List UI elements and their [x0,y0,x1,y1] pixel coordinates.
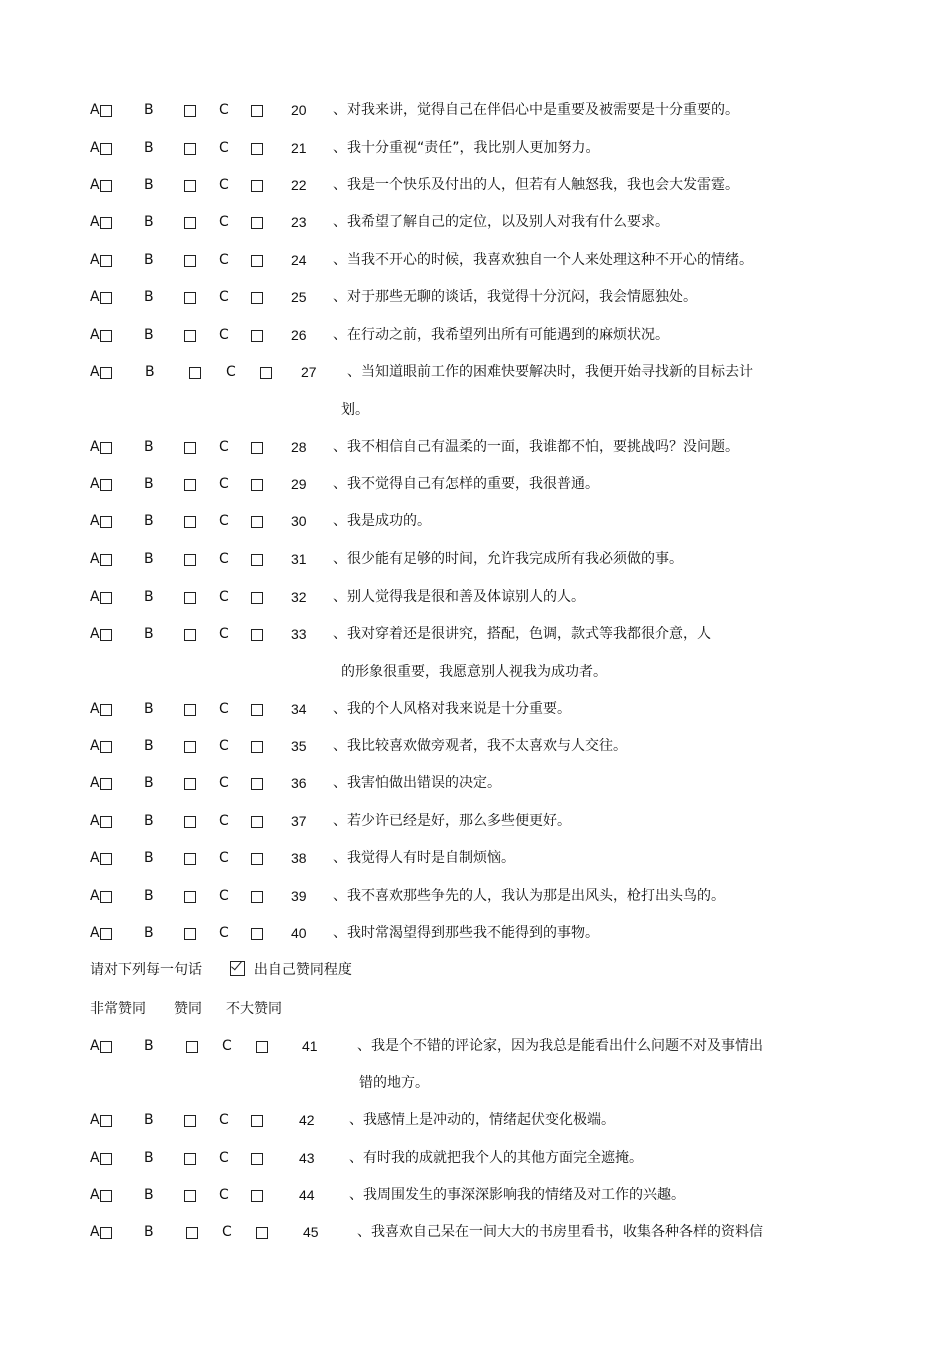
question-number: 40 [291,925,307,941]
option-c-label: C [219,214,229,230]
question-row [0,1183,950,1207]
option-a-checkbox[interactable] [100,704,112,716]
question-text: 、我周围发生的事深深影响我的情绪及对工作的兴趣。 [349,1187,685,1203]
option-a-label: A [90,513,100,529]
option-a-checkbox[interactable] [100,217,112,229]
option-b-checkbox[interactable] [184,1153,196,1165]
question-row [0,323,950,347]
question-row [0,136,950,160]
option-b-checkbox[interactable] [184,554,196,566]
option-b-checkbox[interactable] [184,816,196,828]
option-c-checkbox[interactable] [251,1153,263,1165]
option-b-checkbox[interactable] [184,516,196,528]
question-text: 、我时常渴望得到那些我不能得到的事物。 [333,925,599,941]
option-b-label: B [144,813,154,829]
option-b-label: B [144,102,154,118]
question-number: 26 [291,327,307,343]
option-a-checkbox[interactable] [100,105,112,117]
scale-disagree: 不大赞同 [226,1001,282,1017]
question-continuation: 错的地方。 [359,1075,429,1091]
option-b-checkbox[interactable] [184,1190,196,1202]
question-text: 、我害怕做出错误的决定。 [333,775,501,791]
question-number: 31 [291,551,307,567]
question-number: 20 [291,102,307,118]
option-c-label: C [219,1187,229,1203]
option-c-label: C [219,888,229,904]
option-c-label: C [219,925,229,941]
option-b-label: B [144,439,154,455]
option-c-label: C [219,252,229,268]
option-b-checkbox[interactable] [184,442,196,454]
question-number: 42 [299,1112,315,1128]
option-c-label: C [219,102,229,118]
option-a-checkbox[interactable] [100,853,112,865]
option-a-label: A [90,738,100,754]
option-b-checkbox[interactable] [184,330,196,342]
question-row [0,509,950,533]
option-c-checkbox[interactable] [251,330,263,342]
option-a-label: A [90,1187,100,1203]
option-a-label: A [90,589,100,605]
option-b-checkbox[interactable] [184,891,196,903]
option-a-label: A [90,775,100,791]
option-c-checkbox[interactable] [251,592,263,604]
question-text: 、我喜欢自己呆在一间大大的书房里看书，收集各种各样的资料信 [357,1224,763,1240]
option-b-label: B [144,252,154,268]
option-c-checkbox[interactable] [251,105,263,117]
option-c-label: C [219,140,229,156]
option-a-checkbox[interactable] [100,479,112,491]
option-c-label: C [219,476,229,492]
option-c-checkbox[interactable] [251,741,263,753]
question-number: 34 [291,701,307,717]
question-text: 、我十分重视“责任”，我比别人更加努力。 [333,140,600,156]
question-text: 、我对穿着还是很讲究，搭配，色调，款式等我都很介意，人 [333,626,711,642]
option-c-label: C [219,177,229,193]
option-c-label: C [219,289,229,305]
question-number: 44 [299,1187,315,1203]
question-row [0,734,950,758]
option-a-label: A [90,1224,100,1240]
question-number: 36 [291,775,307,791]
question-row [0,210,950,234]
instruction-text-after: 出自己赞同程度 [253,962,352,978]
option-c-checkbox[interactable] [251,853,263,865]
option-a-checkbox[interactable] [100,592,112,604]
option-b-checkbox[interactable] [184,928,196,940]
option-b-label: B [144,289,154,305]
option-c-checkbox[interactable] [256,1227,268,1239]
question-number: 43 [299,1150,315,1166]
option-b-checkbox[interactable] [184,778,196,790]
question-number: 35 [291,738,307,754]
question-row [0,771,950,795]
option-c-checkbox[interactable] [251,1115,263,1127]
option-a-checkbox[interactable] [100,516,112,528]
option-b-checkbox[interactable] [184,629,196,641]
option-c-checkbox[interactable] [251,180,263,192]
option-a-label: A [90,289,100,305]
option-c-label: C [219,513,229,529]
option-a-label: A [90,850,100,866]
instruction-text-before: 请对下列每一句话 [90,962,202,978]
question-row [0,809,950,833]
option-a-label: A [90,1112,100,1128]
option-a-label: A [90,364,100,380]
question-text: 、当知道眼前工作的困难快要解决时，我便开始寻找新的目标去计 [347,364,753,380]
question-text: 、我的个人风格对我来说是十分重要。 [333,701,571,717]
option-c-label: C [219,439,229,455]
question-row [0,884,950,908]
option-a-label: A [90,252,100,268]
option-b-checkbox[interactable] [184,704,196,716]
option-a-label: A [90,925,100,941]
option-c-checkbox[interactable] [251,292,263,304]
option-b-label: B [145,364,155,380]
question-text: 、我不相信自己有温柔的一面，我谁都不怕，要挑战吗？没问题。 [333,439,739,455]
option-b-label: B [144,626,154,642]
question-text: 、对于那些无聊的谈话，我觉得十分沉闷，我会情愿独处。 [333,289,697,305]
option-b-checkbox[interactable] [184,217,196,229]
question-row [0,98,950,122]
option-a-checkbox[interactable] [100,255,112,267]
option-c-label: C [219,589,229,605]
question-number: 33 [291,626,307,642]
option-a-checkbox[interactable] [100,1153,112,1165]
option-c-checkbox[interactable] [260,367,272,379]
checkmark-icon [230,961,245,976]
option-a-checkbox[interactable] [100,554,112,566]
option-a-checkbox[interactable] [100,778,112,790]
option-b-label: B [144,476,154,492]
question-number: 41 [302,1038,318,1054]
option-b-label: B [144,1187,154,1203]
option-b-checkbox[interactable] [184,292,196,304]
option-c-checkbox[interactable] [251,554,263,566]
option-b-label: B [144,888,154,904]
option-a-label: A [90,1038,100,1054]
option-a-checkbox[interactable] [100,629,112,641]
question-text: 、我不喜欢那些争先的人，我认为那是出风头，枪打出头鸟的。 [333,888,725,904]
scale-header [90,997,390,1021]
option-b-checkbox[interactable] [186,1041,198,1053]
question-text: 、我比较喜欢做旁观者，我不太喜欢与人交往。 [333,738,627,754]
option-a-checkbox[interactable] [100,330,112,342]
option-b-label: B [144,1038,154,1054]
option-b-label: B [144,177,154,193]
option-b-label: B [144,925,154,941]
option-c-checkbox[interactable] [251,891,263,903]
option-a-checkbox[interactable] [100,442,112,454]
question-row [0,1220,950,1244]
option-b-checkbox[interactable] [184,143,196,155]
option-c-label: C [219,626,229,642]
option-b-label: B [144,589,154,605]
option-a-label: A [90,1150,100,1166]
option-a-checkbox[interactable] [100,928,112,940]
question-text: 、我是一个快乐及付出的人，但若有人触怒我，我也会大发雷霆。 [333,177,739,193]
option-a-label: A [90,551,100,567]
question-number: 45 [303,1224,319,1240]
option-c-checkbox[interactable] [251,629,263,641]
option-b-checkbox[interactable] [184,255,196,267]
option-c-label: C [219,775,229,791]
option-b-label: B [144,140,154,156]
option-a-checkbox[interactable] [100,180,112,192]
option-c-checkbox[interactable] [251,1190,263,1202]
option-a-label: A [90,888,100,904]
option-b-label: B [144,1150,154,1166]
question-text: 、我不觉得自己有怎样的重要，我很普通。 [333,476,599,492]
option-c-label: C [222,1038,232,1054]
question-row [0,173,950,197]
option-c-checkbox[interactable] [251,479,263,491]
option-b-label: B [144,327,154,343]
option-b-checkbox[interactable] [184,105,196,117]
option-c-label: C [219,850,229,866]
option-b-label: B [144,551,154,567]
option-c-checkbox[interactable] [251,143,263,155]
question-text: 、别人觉得我是很和善及体谅别人的人。 [333,589,585,605]
question-text: 、我是成功的。 [333,513,431,529]
question-number: 29 [291,476,307,492]
question-number: 38 [291,850,307,866]
question-text: 、当我不开心的时候，我喜欢独自一个人来处理这种不开心的情绪。 [333,252,753,268]
question-text: 、很少能有足够的时间，允许我完成所有我必须做的事。 [333,551,683,567]
option-b-checkbox[interactable] [184,479,196,491]
question-row [0,1108,950,1132]
option-c-checkbox[interactable] [251,816,263,828]
question-number: 22 [291,177,307,193]
option-a-checkbox[interactable] [100,1227,112,1239]
question-row [0,921,950,945]
option-c-checkbox[interactable] [256,1041,268,1053]
question-row [0,472,950,496]
question-number: 23 [291,214,307,230]
option-a-checkbox[interactable] [100,741,112,753]
question-row [0,622,950,646]
question-text: 、我觉得人有时是自制烦恼。 [333,850,515,866]
option-a-checkbox[interactable] [100,1115,112,1127]
option-a-label: A [90,177,100,193]
option-b-label: B [144,850,154,866]
option-a-label: A [90,140,100,156]
option-c-label: C [219,738,229,754]
question-number: 37 [291,813,307,829]
option-a-checkbox[interactable] [100,1190,112,1202]
option-b-label: B [144,701,154,717]
option-a-checkbox[interactable] [100,816,112,828]
question-row [0,547,950,571]
question-continuation: 划。 [341,402,369,418]
question-text: 、在行动之前，我希望列出所有可能遇到的麻烦状况。 [333,327,669,343]
option-b-checkbox[interactable] [184,592,196,604]
question-number: 25 [291,289,307,305]
question-number: 21 [291,140,307,156]
question-row [0,585,950,609]
option-a-label: A [90,327,100,343]
option-c-label: C [219,1150,229,1166]
option-a-label: A [90,102,100,118]
scale-strongly-agree: 非常赞同 [90,1001,146,1017]
option-c-checkbox[interactable] [251,928,263,940]
question-text: 、有时我的成就把我个人的其他方面完全遮掩。 [349,1150,643,1166]
option-b-label: B [144,1224,154,1240]
option-b-label: B [144,775,154,791]
option-a-checkbox[interactable] [100,891,112,903]
question-text: 、我是个不错的评论家，因为我总是能看出什么问题不对及事情出 [357,1038,763,1054]
option-c-checkbox[interactable] [251,217,263,229]
option-c-checkbox[interactable] [251,778,263,790]
question-text: 、若少许已经是好，那么多些便更好。 [333,813,571,829]
question-continuation: 的形象很重要，我愿意别人视我为成功者。 [341,664,607,680]
question-row [0,360,950,384]
option-b-label: B [144,1112,154,1128]
option-a-label: A [90,701,100,717]
option-a-label: A [90,626,100,642]
option-c-checkbox[interactable] [251,255,263,267]
question-text: 、我感情上是冲动的，情绪起伏变化极端。 [349,1112,615,1128]
question-row [0,697,950,721]
question-number: 30 [291,513,307,529]
option-c-label: C [219,551,229,567]
option-c-checkbox[interactable] [251,442,263,454]
question-row [0,1146,950,1170]
option-c-label: C [219,327,229,343]
question-number: 39 [291,888,307,904]
option-a-label: A [90,439,100,455]
option-b-checkbox[interactable] [189,367,201,379]
instruction-line [90,958,352,982]
option-b-checkbox[interactable] [184,853,196,865]
option-b-label: B [144,214,154,230]
option-c-label: C [219,701,229,717]
option-b-checkbox[interactable] [184,180,196,192]
question-text: 、我希望了解自己的定位，以及别人对我有什么要求。 [333,214,669,230]
question-number: 28 [291,439,307,455]
option-c-label: C [219,813,229,829]
option-b-checkbox[interactable] [184,1115,196,1127]
question-number: 24 [291,252,307,268]
option-a-label: A [90,476,100,492]
option-a-checkbox[interactable] [100,1041,112,1053]
option-c-label: C [222,1224,232,1240]
question-row [0,248,950,272]
question-number: 32 [291,589,307,605]
question-number: 27 [301,364,317,380]
option-a-checkbox[interactable] [100,367,112,379]
option-b-checkbox[interactable] [184,741,196,753]
question-row [0,435,950,459]
scale-agree: 赞同 [174,1001,202,1017]
option-c-checkbox[interactable] [251,516,263,528]
option-c-checkbox[interactable] [251,704,263,716]
option-b-checkbox[interactable] [186,1227,198,1239]
option-a-checkbox[interactable] [100,292,112,304]
option-a-checkbox[interactable] [100,143,112,155]
option-c-label: C [226,364,236,380]
question-row [0,846,950,870]
option-c-label: C [219,1112,229,1128]
option-b-label: B [144,513,154,529]
option-a-label: A [90,214,100,230]
question-row [0,285,950,309]
option-b-label: B [144,738,154,754]
question-text: 、对我来讲，觉得自己在伴侣心中是重要及被需要是十分重要的。 [333,102,739,118]
question-row [0,1034,950,1058]
option-a-label: A [90,813,100,829]
